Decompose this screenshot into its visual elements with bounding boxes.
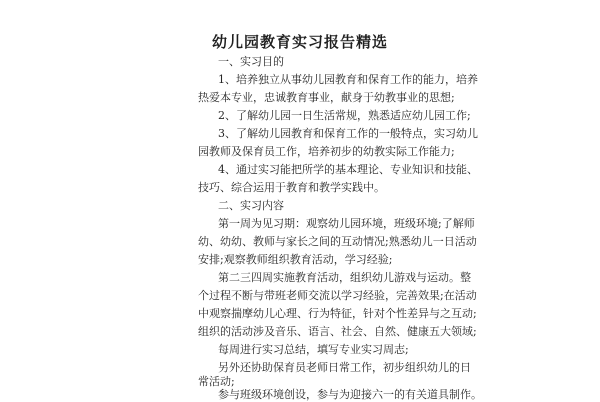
text-line: 1、培养独立从事幼儿园教育和保育工作的能力，培养 — [218, 73, 478, 86]
text-line: 另外还协助保育员老师日常工作，初步组织幼儿的日 — [218, 361, 471, 374]
text-line: 幼、幼幼、教师与家长之间的互动情况;熟悉幼儿一日活动 — [198, 235, 477, 248]
text-line: 中观察揣摩幼儿心理、行为特征，针对个性差异与之互动; — [198, 307, 477, 320]
text-line: 技巧、综合运用于教育和教学实践中。 — [198, 181, 385, 194]
text-line: 二、实习内容 — [218, 199, 284, 212]
text-line: 4、通过实习能把所学的基本理论、专业知识和技能、 — [218, 163, 478, 176]
text-line: 2、了解幼儿园一日生活常规，熟悉适应幼儿园工作; — [218, 109, 471, 122]
text-line: 园教师及保育员工作，培养初步的幼教实际工作能力; — [198, 145, 455, 158]
text-line: 组织的活动涉及音乐、语言、社会、自然、健康五大领域; — [198, 325, 477, 338]
text-line: 第一周为见习期：观察幼儿园环境，班级环境;了解师 — [218, 217, 475, 230]
text-line: 热爱本专业，忠诚教育事业，献身于幼教事业的思想; — [198, 91, 455, 104]
document-title: 幼儿园教育实习报告精选 — [211, 33, 388, 51]
text-line: 3、了解幼儿园教育和保育工作的一般特点，实习幼儿 — [218, 127, 478, 140]
text-line: 个过程不断与带班老师交流以学习经验，完善效果;在活动 — [198, 289, 477, 302]
text-line: 每周进行实习总结，填写专业实习周志; — [218, 343, 409, 356]
text-line: 参与班级环境创设，参与为迎接六一的有关道具制作。 — [218, 388, 482, 401]
text-line: 第二三四周实施教育活动，组织幼儿游戏与运动。整 — [218, 271, 471, 284]
text-line: 安排;观察教师组织教育活动，学习经验; — [198, 253, 393, 266]
text-line: 一、实习目的 — [218, 55, 284, 68]
text-line: 常活动; — [198, 375, 235, 388]
